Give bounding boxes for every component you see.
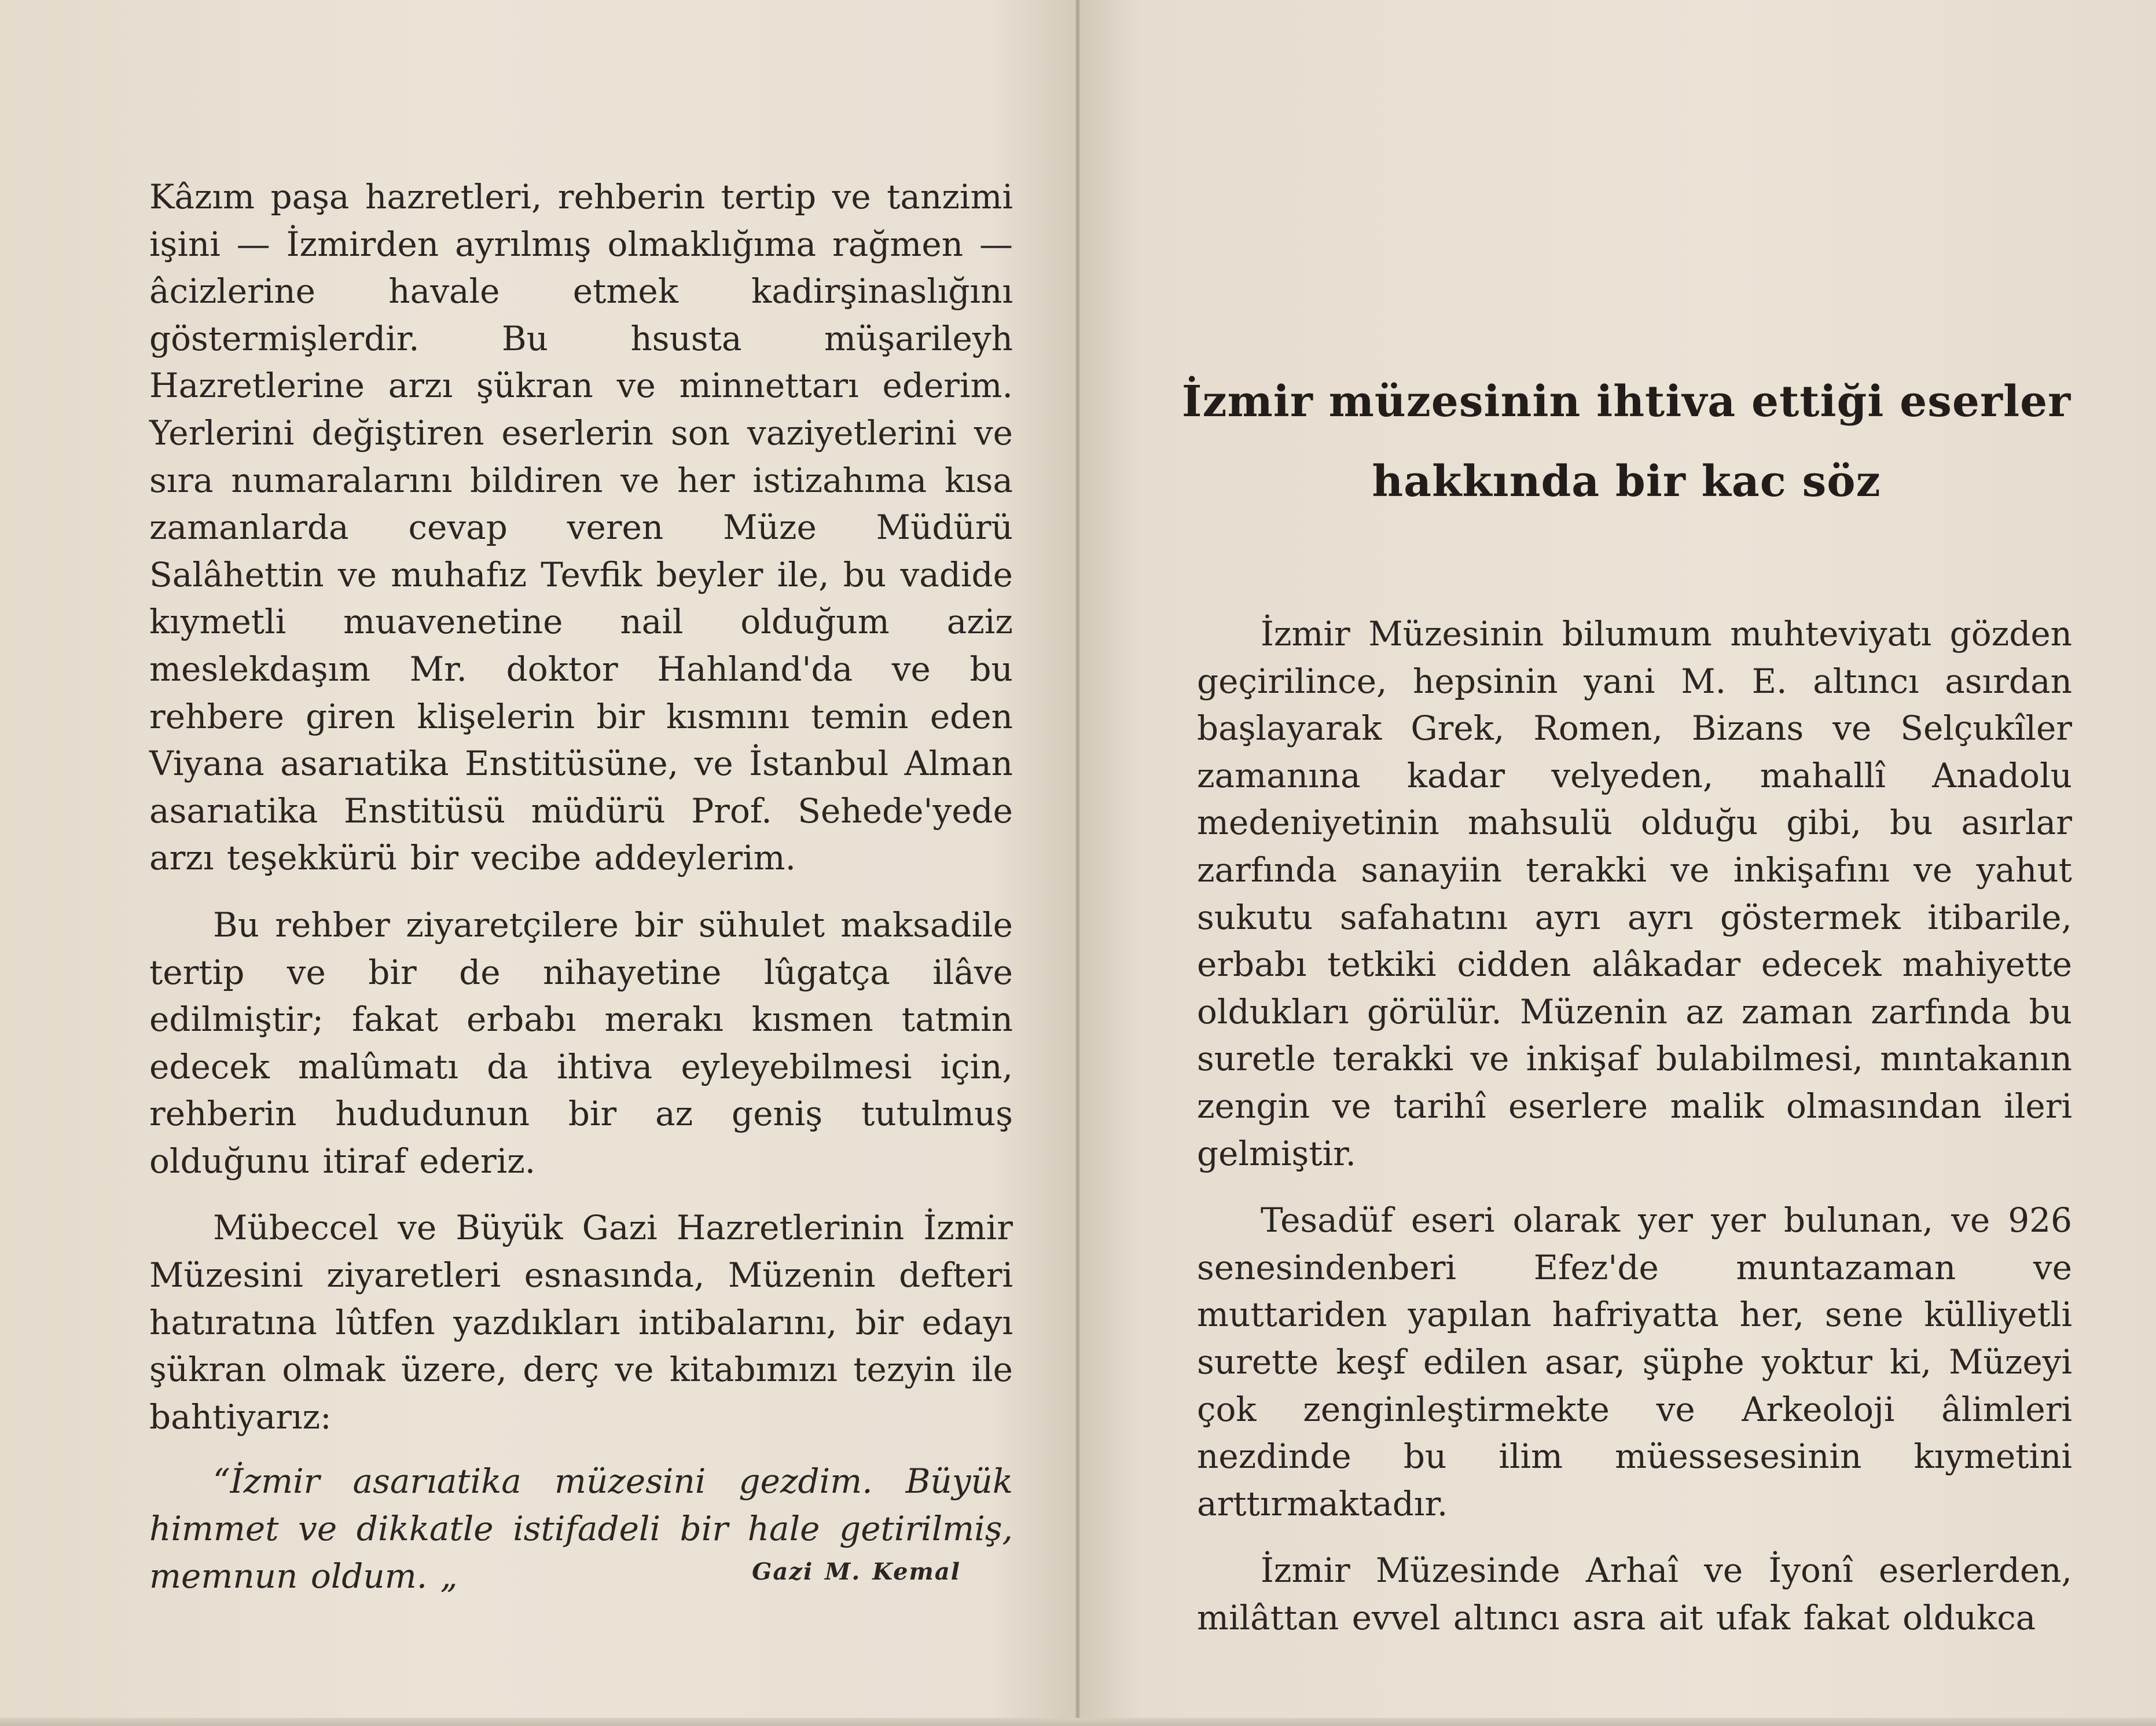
heading-line-1: İzmir müzesinin ihtiva ettiği eserler (1181, 377, 2071, 427)
book-gutter (1075, 0, 1080, 1726)
signature: Gazi M. Kemal (752, 1558, 961, 1585)
quote-text: “İzmir asarıatika müzesini gezdim. Büyük himmet ve dikkatle istifadeli bir hale getirilmiş, memnun oldum. „ (149, 1461, 1013, 1596)
right-page-text-column (1197, 611, 2072, 1641)
right-paragraph-1: İzmir Müzesinin bilumum muhteviyatı gözden geçirilince, hepsinin yani M. E. altıncı asırdan başlayarak Grek, Romen, Bizans ve Selçukîler zamanına kadar velyeden, mahallî Anadolu medeniyetinin mahsulü olduğu gibi, bu asırlar zarfında sanayiin terakki ve inkişafını ve yahut sukutu safahatını ayrı ayrı göstermek itibarile, erbabı tetkiki cidden alâkadar edecek mahiyette oldukları görülür. Müzenin az zaman zarfında bu suretle terakki ve inkişaf bulabilmesi, mıntakanın zengin ve tarihî eserlere malik olmasından ileri gelmiştir. (1197, 614, 2072, 1173)
left-page-text-column (149, 174, 1013, 1600)
heading-line-2: hakkında bir kac söz (1372, 457, 1881, 506)
chapter-heading (1152, 362, 2101, 522)
page-bottom-edge (0, 1718, 2156, 1726)
ataturk-quote (149, 1458, 1013, 1600)
right-paragraph-3: İzmir Müzesinde Arhaî ve İyonî eserlerden, milâttan evvel altıncı asra ait ufak fakat oldukca (1197, 1551, 2072, 1637)
left-paragraph-1: Kâzım paşa hazretleri, rehberin tertip ve tanzimi işini — İzmirden ayrılmış olmaklığıma rağmen — âcizlerine havale etmek kadirşinaslığını göstermişlerdir. Bu hsusta müşarileyh Hazretlerine arzı şükran ve minnettarı ederim. Yerlerini değiştiren eserlerin son vaziyetlerini ve sıra numaralarını bildiren ve her istizahıma kısa zamanlarda cevap veren Müze Müdürü Salâhettin ve muhafız Tevfik beyler ile, bu vadide kıymetli muavenetine nail olduğum aziz meslekdaşım Mr. doktor Hahland'da ve bu rehbere giren klişelerin bir kısmını temin eden Viyana asarıatika Enstitüsüne, ve İstanbul Alman asarıatika Enstitüsü müdürü Prof. Sehede'yede arzı teşekkürü bir vecibe addeylerim. (149, 177, 1013, 878)
left-paragraph-3: Mübeccel ve Büyük Gazi Hazretlerinin İzmir Müzesini ziyaretleri esnasında, Müzenin defteri hatıratına lûtfen yazdıkları intibalarını, bir edayı şükran olmak üzere, derç ve kitabımızı tezyin ile bahtiyarız: (149, 1208, 1013, 1437)
left-paragraph-2: Bu rehber ziyaretçilere bir sühulet maksadile tertip ve bir de nihayetine lûgatça ilâve edilmiştir; fakat erbabı merakı kısmen tatmin edecek malûmatı da ihtiva eyleyebilmesi için, rehberin hududunun bir az geniş tutulmuş olduğunu itiraf ederiz. (149, 905, 1013, 1181)
right-paragraph-2: Tesadüf eseri olarak yer yer bulunan, ve 926 senesindenberi Efez'de muntazaman ve muttariden yapılan hafriyatta her, sene külliyetli surette keşf edilen asar, şüphe yoktur ki, Müzeyi çok zenginleştirmekte ve Arkeoloji âlimleri nezdinde bu ilim müessesesinin kıymetini arttırmaktadır. (1197, 1200, 2072, 1523)
